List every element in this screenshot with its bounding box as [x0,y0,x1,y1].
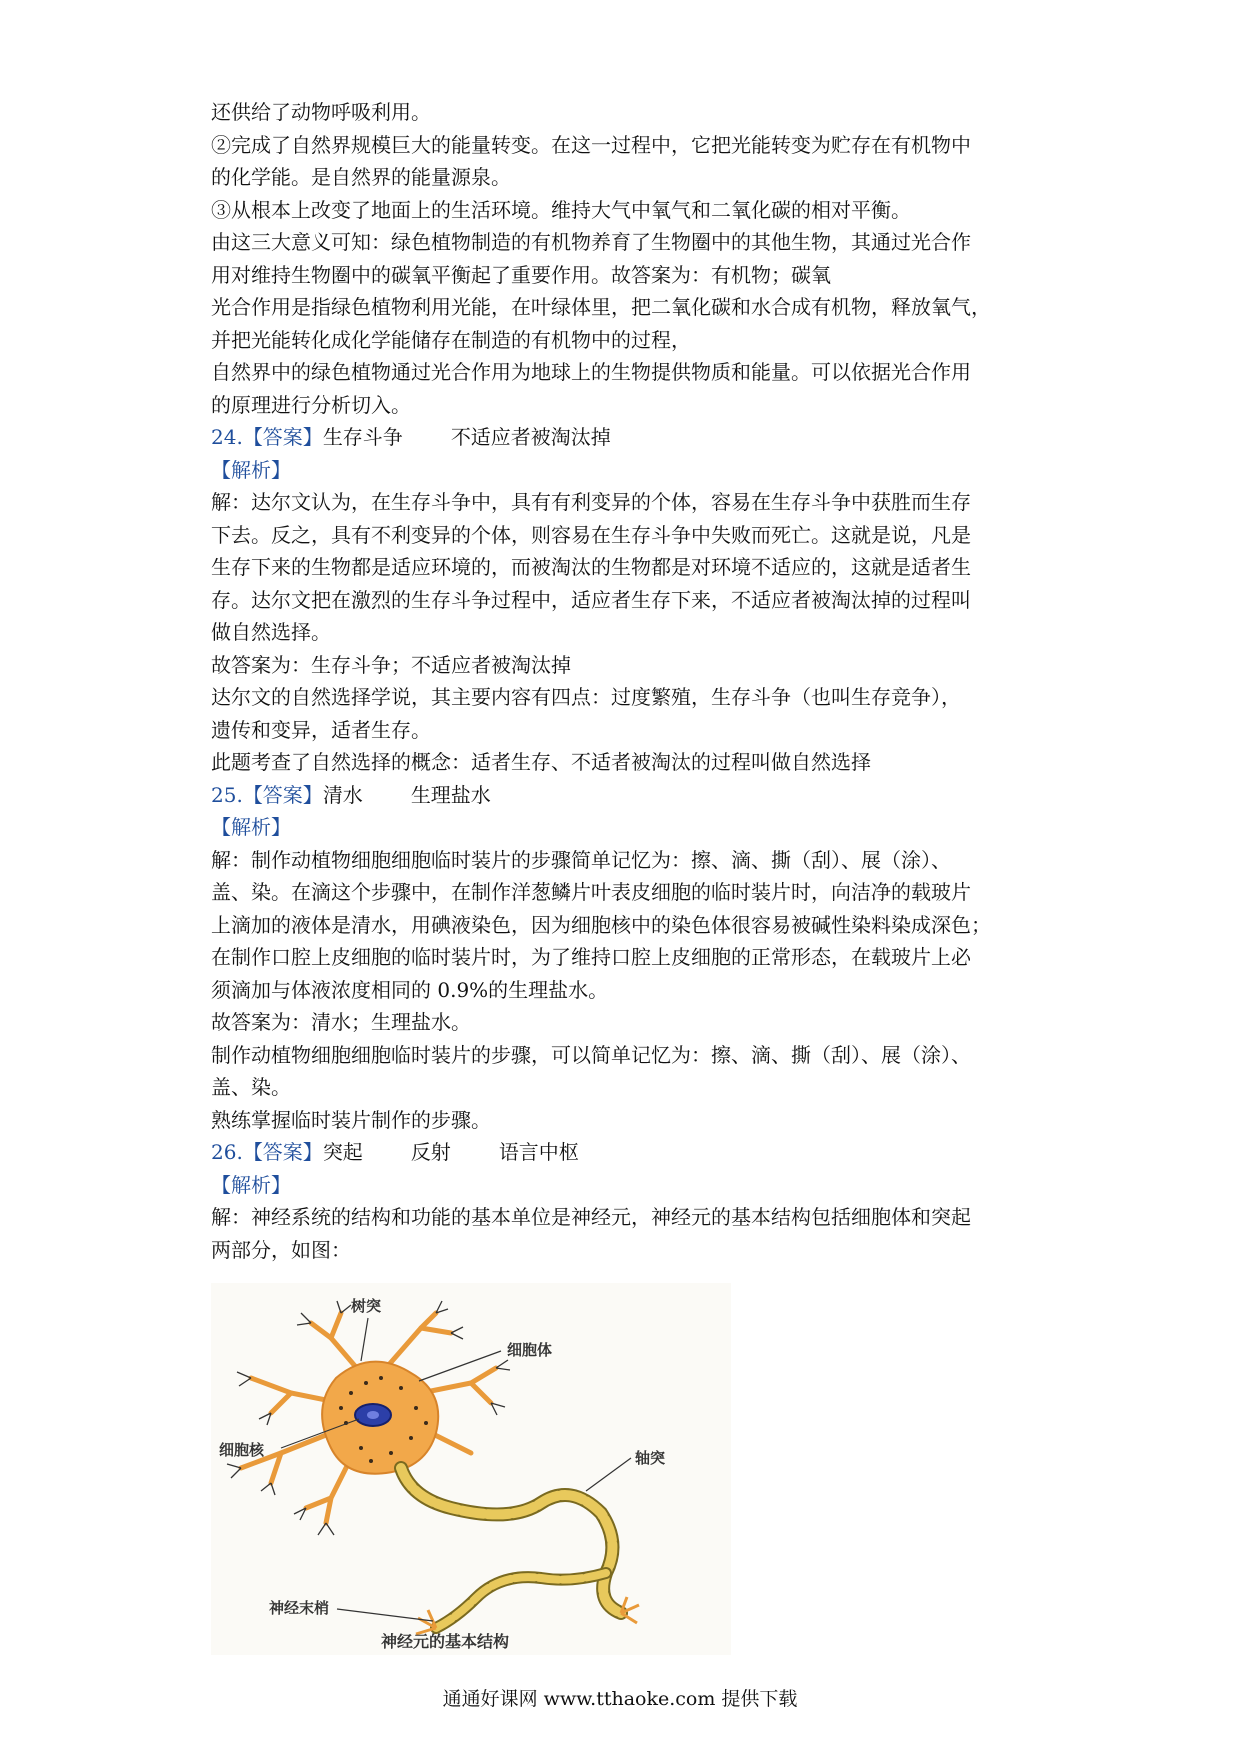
q26-answer-3: 语言中枢 [498,1140,579,1164]
text-line: 解：制作动植物细胞细胞临时装片的步骤简单记忆为：擦、滴、撕（刮）、展（涂）、 [211,847,951,872]
label-nucleus: 细胞核 [219,1441,265,1459]
label-dendrite: 树突 [351,1297,382,1315]
figure-caption: 神经元的基本结构 [381,1632,510,1651]
text-line: 须滴加与体液浓度相同的 0.9%的生理盐水。 [211,977,609,1002]
q25-answer-1: 清水 [322,782,363,807]
text-line: 达尔文的自然选择学说，其主要内容有四点：过度繁殖，生存斗争（也叫生存竞争）， [211,685,961,709]
text-line: 解：达尔文认为，在生存斗争中，具有有利变异的个体，容易在生存斗争中获胜而生存 [211,490,971,514]
text-line: 生存下来的生物都是适应环境的，而被淘汰的生物都是对环境不适应的，这就是适者生 [211,555,971,579]
q26-answer-line [211,1136,1043,1169]
myelin-sheath-branch [436,1573,606,1628]
label-axon: 轴突 [635,1449,666,1467]
q24-analysis-tag: 【解析】 [211,457,291,482]
q24-answer-tag: 【答案】 [242,425,323,449]
label-cell-body: 细胞体 [507,1341,553,1359]
text-line: 熟练掌握临时装片制作的步骤。 [211,1107,491,1132]
text-line: ②完成了自然界规模巨大的能量转变。在这一过程中，它把光能转变为贮存在有机物中 [211,132,971,157]
text-line: 盖、染。在滴这个步骤中，在制作洋葱鳞片叶表皮细胞的临时装片时，向洁净的载玻片 [211,880,971,904]
q25-answer-2: 生理盐水 [410,782,491,807]
text-line: 在制作口腔上皮细胞的临时装片时，为了维持口腔上皮细胞的正常形态，在载玻片上必 [211,945,971,969]
q25-answer-tag: 【答案】 [242,782,323,807]
text-line: 遗传和变异，适者生存。 [211,717,431,742]
text-line: 解：神经系统的结构和功能的基本单位是神经元，神经元的基本结构包括细胞体和突起 [211,1205,971,1229]
text-line: 两部分，如图： [211,1237,351,1262]
text-line: 下去。反之，具有不利变异的个体，则容易在生存斗争中失败而死亡。这就是说，凡是 [211,522,971,547]
text-line: 上滴加的液体是清水，用碘液染色，因为细胞核中的染色体很容易被碱性染料染成深色； [211,912,991,937]
q24-answer-line [211,421,1043,454]
q24-answer-2: 不适应者被淘汰掉 [450,425,611,449]
text-line: 的化学能。是自然界的能量源泉。 [211,165,511,189]
q26-answer-2: 反射 [410,1140,451,1164]
text-line: 存。达尔文把在激烈的生存斗争过程中，适应者生存下来，不适应者被淘汰掉的过程叫 [211,587,971,612]
text-line: 制作动植物细胞细胞临时装片的步骤，可以简单记忆为：擦、滴、撕（刮）、展（涂）、 [211,1042,971,1067]
q26-number: 26. [211,1140,243,1164]
q26-analysis-tag: 【解析】 [211,1172,291,1197]
document-body [211,96,1043,1266]
text-line: 自然界中的绿色植物通过光合作用为地球上的生物提供物质和能量。可以依据光合作用 [211,360,971,384]
page-footer: 通通好课网 www.tthaoke.com 提供下载 [442,1688,798,1710]
nucleolus [367,1411,379,1419]
text-line: 此题考查了自然选择的概念：适者生存、不适者被淘汰的过程叫做自然选择 [211,750,871,774]
q25-analysis-tag: 【解析】 [211,815,291,839]
q25-number: 25. [211,782,243,807]
text-line: 故答案为：清水；生理盐水。 [211,1010,471,1034]
text-line: 并把光能转化成化学能储存在制造的有机物中的过程， [211,327,691,352]
text-line: 还供给了动物呼吸利用。 [211,100,431,124]
neuron-figure [211,1283,731,1655]
text-line: 由这三大意义可知：绿色植物制造的有机物养育了生物圈中的其他生物，其通过光合作 [211,230,971,254]
q24-number: 24. [211,425,243,449]
q25-answer-line [211,779,1043,812]
text-line: 的原理进行分析切入。 [211,392,411,417]
text-line: ③从根本上改变了地面上的生活环境。维持大气中氧气和二氧化碳的相对平衡。 [211,197,911,222]
q26-answer-1: 突起 [322,1140,363,1164]
neuron-diagram [211,1283,731,1655]
text-line: 做自然选择。 [211,620,331,644]
text-line: 故答案为：生存斗争；不适应者被淘汰掉 [211,652,571,677]
q24-answer-1: 生存斗争 [322,425,403,449]
q26-answer-tag: 【答案】 [242,1140,323,1164]
text-line: 用对维持生物圈中的碳氧平衡起了重要作用。故答案为：有机物；碳氧 [211,262,831,287]
text-line: 光合作用是指绿色植物利用光能，在叶绿体里，把二氧化碳和水合成有机物，释放氧气， [211,295,991,319]
label-nerve-ending: 神经末梢 [269,1599,330,1617]
text-line: 盖、染。 [211,1075,291,1099]
